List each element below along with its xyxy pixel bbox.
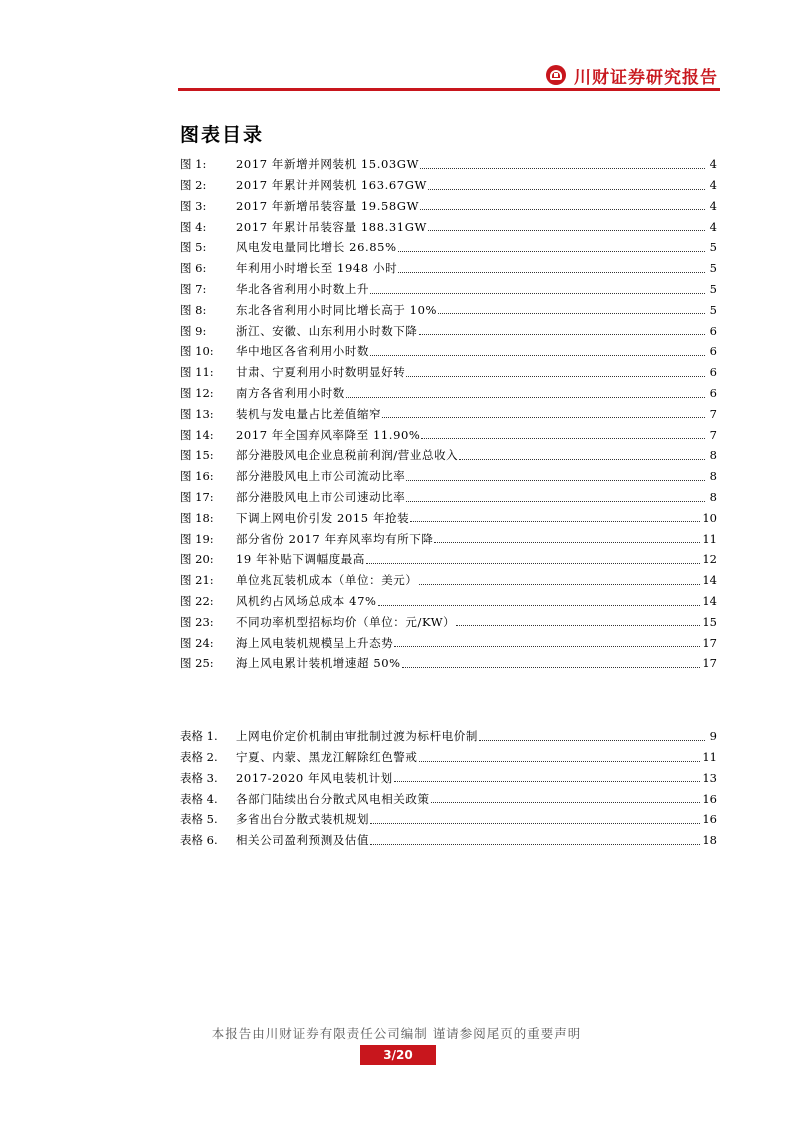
figure-toc-entry[interactable] bbox=[180, 275, 717, 296]
entry-number: 图 25: bbox=[180, 656, 214, 671]
entry-page: 4 bbox=[709, 178, 717, 193]
entry-page: 10 bbox=[702, 510, 717, 525]
figure-toc-entry[interactable] bbox=[180, 608, 717, 629]
dot-leader bbox=[420, 208, 705, 210]
entry-number: 图 23: bbox=[180, 614, 214, 629]
dot-leader bbox=[419, 333, 706, 335]
entry-page: 5 bbox=[709, 240, 717, 255]
dot-leader bbox=[366, 562, 700, 564]
dot-leader bbox=[382, 416, 705, 418]
dot-leader bbox=[394, 645, 700, 647]
entry-number: 图 10: bbox=[180, 344, 214, 359]
entry-number: 图 16: bbox=[180, 469, 214, 484]
figure-toc-entry[interactable] bbox=[180, 254, 717, 275]
table-toc-entry[interactable] bbox=[180, 764, 717, 785]
figure-toc-entry[interactable] bbox=[180, 233, 717, 254]
entry-caption: 风机约占风场总成本 47% bbox=[236, 594, 377, 609]
entry-caption: 2017 年累计吊装容量 188.31GW bbox=[236, 219, 427, 234]
entry-number: 图 4: bbox=[180, 219, 207, 234]
dot-leader bbox=[378, 604, 701, 606]
footer-disclaimer: 本报告由川财证券有限责任公司编制 谨请参阅尾页的重要声明 bbox=[211, 1026, 582, 1041]
header-divider bbox=[178, 88, 720, 91]
dot-leader bbox=[428, 188, 705, 190]
entry-page: 5 bbox=[709, 282, 717, 297]
entry-caption: 下调上网电价引发 2015 年抢装 bbox=[236, 510, 410, 525]
dot-leader bbox=[370, 822, 700, 824]
entry-number: 图 21: bbox=[180, 573, 214, 588]
figure-toc-entry[interactable] bbox=[180, 628, 717, 649]
figure-toc-entry[interactable] bbox=[180, 587, 717, 608]
figure-toc-entry[interactable] bbox=[180, 400, 717, 421]
entry-page: 14 bbox=[702, 594, 717, 609]
entry-caption: 各部门陆续出台分散式风电相关政策 bbox=[236, 791, 430, 806]
entry-number: 图 12: bbox=[180, 386, 214, 401]
table-toc-entry[interactable] bbox=[180, 743, 717, 764]
entry-page: 7 bbox=[709, 427, 717, 442]
entry-number: 图 1: bbox=[180, 157, 207, 172]
page-number: 3/20 bbox=[360, 1045, 436, 1065]
entry-page: 16 bbox=[702, 791, 717, 806]
dot-leader bbox=[410, 520, 700, 522]
entry-caption: 19 年补贴下调幅度最高 bbox=[236, 552, 365, 567]
entry-number: 图 24: bbox=[180, 635, 214, 650]
dot-leader bbox=[421, 437, 705, 439]
dot-leader bbox=[370, 843, 700, 845]
entry-page: 15 bbox=[702, 614, 717, 629]
page-title: 图表目录 bbox=[180, 124, 265, 146]
chuancai-logo-icon bbox=[546, 65, 566, 85]
figure-toc-entry[interactable] bbox=[180, 566, 717, 587]
figure-toc-entry[interactable] bbox=[180, 316, 717, 337]
dot-leader bbox=[431, 801, 701, 803]
entry-page: 8 bbox=[709, 490, 717, 505]
entry-caption: 单位兆瓦装机成本（单位：美元） bbox=[236, 573, 418, 588]
entry-caption: 浙江、安徽、山东利用小时数下降 bbox=[236, 323, 418, 338]
tables-toc bbox=[180, 722, 717, 847]
entry-number: 图 20: bbox=[180, 552, 214, 567]
table-toc-entry[interactable] bbox=[180, 805, 717, 826]
entry-caption: 海上风电装机规模呈上升态势 bbox=[236, 635, 394, 650]
dot-leader bbox=[402, 666, 701, 668]
entry-caption: 相关公司盈利预测及估值 bbox=[236, 833, 370, 848]
entry-page: 4 bbox=[709, 198, 717, 213]
dot-leader bbox=[456, 624, 700, 626]
entry-number: 图 2: bbox=[180, 178, 207, 193]
figure-toc-entry[interactable] bbox=[180, 649, 717, 670]
entry-page: 9 bbox=[709, 729, 717, 744]
figure-toc-entry[interactable] bbox=[180, 462, 717, 483]
entry-number: 表格 3. bbox=[180, 770, 218, 785]
dot-leader bbox=[428, 229, 705, 231]
entry-number: 图 13: bbox=[180, 406, 214, 421]
figure-toc-entry[interactable] bbox=[180, 192, 717, 213]
dot-leader bbox=[419, 583, 701, 585]
entry-page: 13 bbox=[702, 770, 717, 785]
entry-page: 11 bbox=[702, 750, 717, 765]
entry-page: 8 bbox=[709, 469, 717, 484]
entry-page: 6 bbox=[709, 365, 717, 380]
dot-leader bbox=[419, 760, 701, 762]
report-header bbox=[0, 0, 793, 92]
entry-caption: 2017 年新增并网装机 15.03GW bbox=[236, 157, 420, 172]
entry-number: 表格 1. bbox=[180, 729, 218, 744]
entry-number: 表格 5. bbox=[180, 812, 218, 827]
entry-number: 表格 6. bbox=[180, 833, 218, 848]
dot-leader bbox=[420, 167, 705, 169]
brand bbox=[546, 63, 718, 87]
dot-leader bbox=[370, 354, 705, 356]
entry-caption: 东北各省利用小时同比增长高于 10% bbox=[236, 302, 438, 317]
entry-caption: 部分港股风电上市公司流动比率 bbox=[236, 469, 406, 484]
entry-number: 图 3: bbox=[180, 198, 207, 213]
figure-toc-entry[interactable] bbox=[180, 524, 717, 545]
entry-page: 6 bbox=[709, 386, 717, 401]
entry-number: 图 14: bbox=[180, 427, 214, 442]
entry-caption: 2017 年累计并网装机 163.67GW bbox=[236, 178, 427, 193]
figure-toc-entry[interactable] bbox=[180, 150, 717, 171]
entry-caption: 南方各省利用小时数 bbox=[236, 386, 345, 401]
entry-caption: 海上风电累计装机增速超 50% bbox=[236, 656, 401, 671]
entry-caption: 不同功率机型招标均价（单位：元/KW） bbox=[236, 614, 456, 629]
entry-caption: 部分港股风电企业息税前利润/营业总收入 bbox=[236, 448, 459, 463]
entry-number: 图 17: bbox=[180, 490, 214, 505]
entry-page: 14 bbox=[702, 573, 717, 588]
figures-toc bbox=[180, 150, 717, 670]
entry-number: 图 19: bbox=[180, 531, 214, 546]
entry-page: 17 bbox=[702, 635, 717, 650]
entry-page: 8 bbox=[709, 448, 717, 463]
entry-caption: 装机与发电量占比差值缩窄 bbox=[236, 406, 382, 421]
entry-caption: 2017 年新增吊装容量 19.58GW bbox=[236, 198, 420, 213]
entry-caption: 2017-2020 年风电装机计划 bbox=[236, 770, 393, 785]
entry-number: 图 6: bbox=[180, 261, 207, 276]
entry-caption: 上网电价定价机制由审批制过渡为标杆电价制 bbox=[236, 729, 478, 744]
entry-caption: 风电发电量同比增长 26.85% bbox=[236, 240, 397, 255]
entry-number: 图 8: bbox=[180, 302, 207, 317]
figure-toc-entry[interactable] bbox=[180, 337, 717, 358]
table-toc-entry[interactable] bbox=[180, 722, 717, 743]
figure-toc-entry[interactable] bbox=[180, 171, 717, 192]
entry-number: 图 22: bbox=[180, 594, 214, 609]
figure-toc-entry[interactable] bbox=[180, 296, 717, 317]
entry-number: 图 11: bbox=[180, 365, 214, 380]
figure-toc-entry[interactable] bbox=[180, 358, 717, 379]
entry-page: 12 bbox=[702, 552, 717, 567]
figure-toc-entry[interactable] bbox=[180, 504, 717, 525]
entry-number: 表格 4. bbox=[180, 791, 218, 806]
table-toc-entry[interactable] bbox=[180, 826, 717, 847]
entry-caption: 年利用小时增长至 1948 小时 bbox=[236, 261, 398, 276]
dot-leader bbox=[346, 396, 705, 398]
dot-leader bbox=[438, 312, 705, 314]
entry-caption: 宁夏、内蒙、黑龙江解除红色警戒 bbox=[236, 750, 418, 765]
entry-page: 6 bbox=[709, 323, 717, 338]
entry-number: 图 5: bbox=[180, 240, 207, 255]
figure-toc-entry[interactable] bbox=[180, 379, 717, 400]
dot-leader bbox=[394, 780, 701, 782]
figure-toc-entry[interactable] bbox=[180, 441, 717, 462]
table-toc-entry[interactable] bbox=[180, 784, 717, 805]
entry-number: 图 9: bbox=[180, 323, 207, 338]
dot-leader bbox=[398, 271, 705, 273]
entry-page: 17 bbox=[702, 656, 717, 671]
entry-caption: 甘肃、宁夏利用小时数明显好转 bbox=[236, 365, 406, 380]
entry-caption: 多省出台分散式装机规划 bbox=[236, 812, 370, 827]
entry-page: 4 bbox=[709, 219, 717, 234]
dot-leader bbox=[459, 458, 705, 460]
entry-page: 4 bbox=[709, 157, 717, 172]
entry-page: 16 bbox=[702, 812, 717, 827]
entry-caption: 华北各省利用小时数上升 bbox=[236, 282, 370, 297]
figure-toc-entry[interactable] bbox=[180, 420, 717, 441]
entry-caption: 部分省份 2017 年弃风率均有所下降 bbox=[236, 531, 434, 546]
dot-leader bbox=[479, 739, 705, 741]
figure-toc-entry[interactable] bbox=[180, 483, 717, 504]
entry-number: 图 7: bbox=[180, 282, 207, 297]
brand-name: 川财证券研究报告 bbox=[574, 67, 718, 88]
entry-page: 11 bbox=[702, 531, 717, 546]
entry-caption: 部分港股风电上市公司速动比率 bbox=[236, 490, 406, 505]
entry-page: 5 bbox=[709, 302, 717, 317]
entry-page: 6 bbox=[709, 344, 717, 359]
entry-caption: 2017 年全国弃风率降至 11.90% bbox=[236, 427, 421, 442]
entry-page: 5 bbox=[709, 261, 717, 276]
dot-leader bbox=[370, 292, 705, 294]
entry-page: 7 bbox=[709, 406, 717, 421]
figure-toc-entry[interactable] bbox=[180, 545, 717, 566]
dot-leader bbox=[406, 479, 705, 481]
dot-leader bbox=[398, 250, 705, 252]
entry-number: 图 18: bbox=[180, 510, 214, 525]
dot-leader bbox=[434, 541, 700, 543]
entry-number: 图 15: bbox=[180, 448, 214, 463]
entry-page: 18 bbox=[702, 833, 717, 848]
figure-toc-entry[interactable] bbox=[180, 212, 717, 233]
entry-number: 表格 2. bbox=[180, 750, 218, 765]
dot-leader bbox=[406, 375, 705, 377]
entry-caption: 华中地区各省利用小时数 bbox=[236, 344, 370, 359]
dot-leader bbox=[406, 500, 705, 502]
